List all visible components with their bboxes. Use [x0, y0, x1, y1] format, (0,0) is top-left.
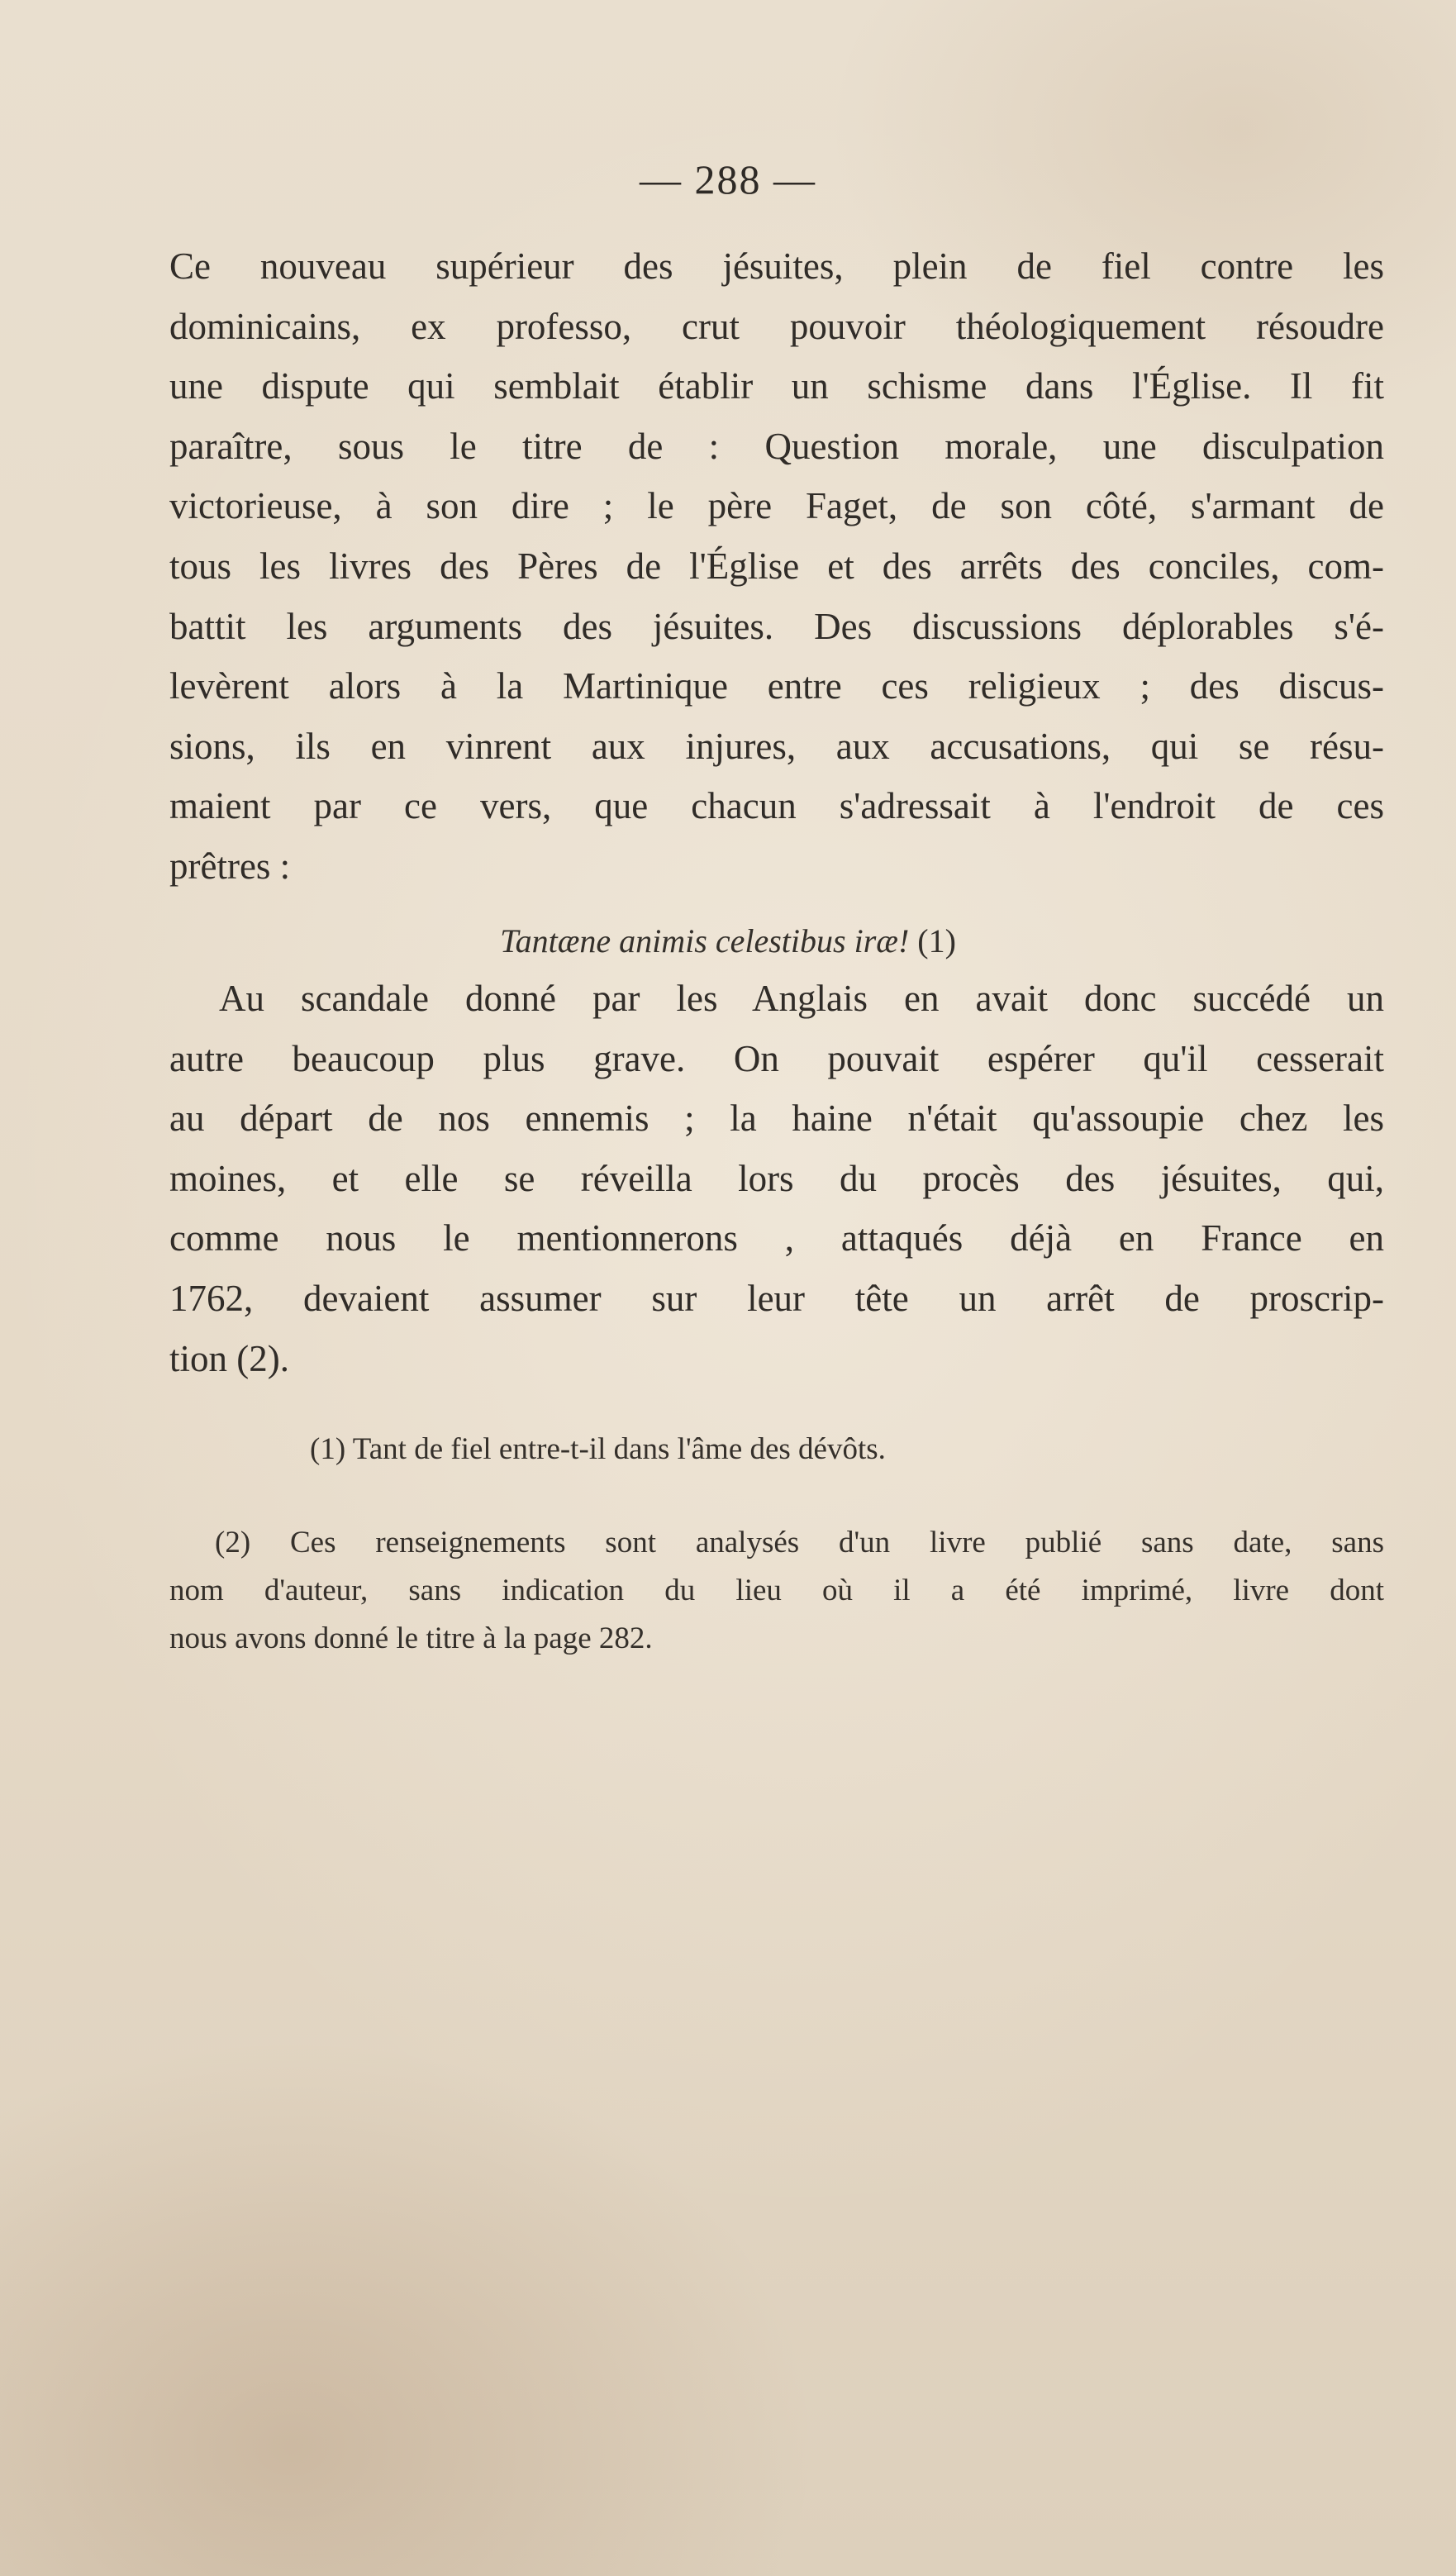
footnote-1: (1) Tant de fiel entre-t-il dans l'âme des dévôts.: [310, 1432, 886, 1466]
text-line: Au scandale donné par les Anglais en avait donc succédé un: [219, 978, 1384, 1019]
text-line: au départ de nos ennemis ; la haine n'était qu'assoupie chez les: [169, 1098, 1384, 1140]
footnote-2: [169, 1519, 1384, 1663]
verse-text: Tantæne animis celestibus iræ!: [500, 922, 910, 959]
text-line: tous les livres des Pères de l'Église et des arrêts des conciles, com-: [169, 545, 1384, 587]
footnote-ref-1: (1): [917, 922, 956, 959]
paragraph-1: [169, 236, 1384, 897]
text-line: sions, ils en vinrent aux injures, aux accusations, qui se résu-: [169, 725, 1384, 767]
paragraph-2: [169, 969, 1384, 1388]
text-line: 1762, devaient assumer sur leur tête un arrêt de proscrip-: [169, 1277, 1384, 1319]
latin-verse: [0, 921, 1456, 960]
page-number: — 288 —: [640, 156, 816, 202]
text-line: autre beaucoup plus grave. On pouvait espérer qu'il cesserait: [169, 1037, 1384, 1079]
text-line: paraître, sous le titre de : Question morale, une disculpation: [169, 425, 1384, 467]
text-line: maient par ce vers, que chacun s'adressait à l'endroit de ces: [169, 785, 1384, 827]
text-line: prêtres :: [169, 845, 291, 887]
text-line: victorieuse, à son dire ; le père Faget, de son côté, s'armant de: [169, 485, 1384, 527]
text-line: battit les arguments des jésuites. Des discussions déplorables s'é-: [169, 605, 1384, 647]
footnote-line: (2) Ces renseignements sont analysés d'un livre publié sans date, sans: [215, 1526, 1384, 1559]
text-line: Ce nouveau supérieur des jésuites, plein de fiel contre les: [169, 245, 1384, 287]
text-line: moines, et elle se réveilla lors du procès des jésuites, qui,: [169, 1157, 1384, 1199]
footnote-line: nom d'auteur, sans indication du lieu où il a été imprimé, livre dont: [169, 1574, 1384, 1607]
text-line: comme nous le mentionnerons , attaqués déjà en France en: [169, 1217, 1384, 1259]
footnote-line: nous avons donné le titre à la page 282.: [169, 1621, 653, 1655]
text-line: dominicains, ex professo, crut pouvoir théologiquement résoudre: [169, 305, 1384, 347]
text-line: une dispute qui semblait établir un schisme dans l'Église. Il fit: [169, 365, 1384, 407]
text-line: tion (2).: [169, 1337, 289, 1379]
text-line: levèrent alors à la Martinique entre ces religieux ; des discus-: [169, 665, 1384, 707]
